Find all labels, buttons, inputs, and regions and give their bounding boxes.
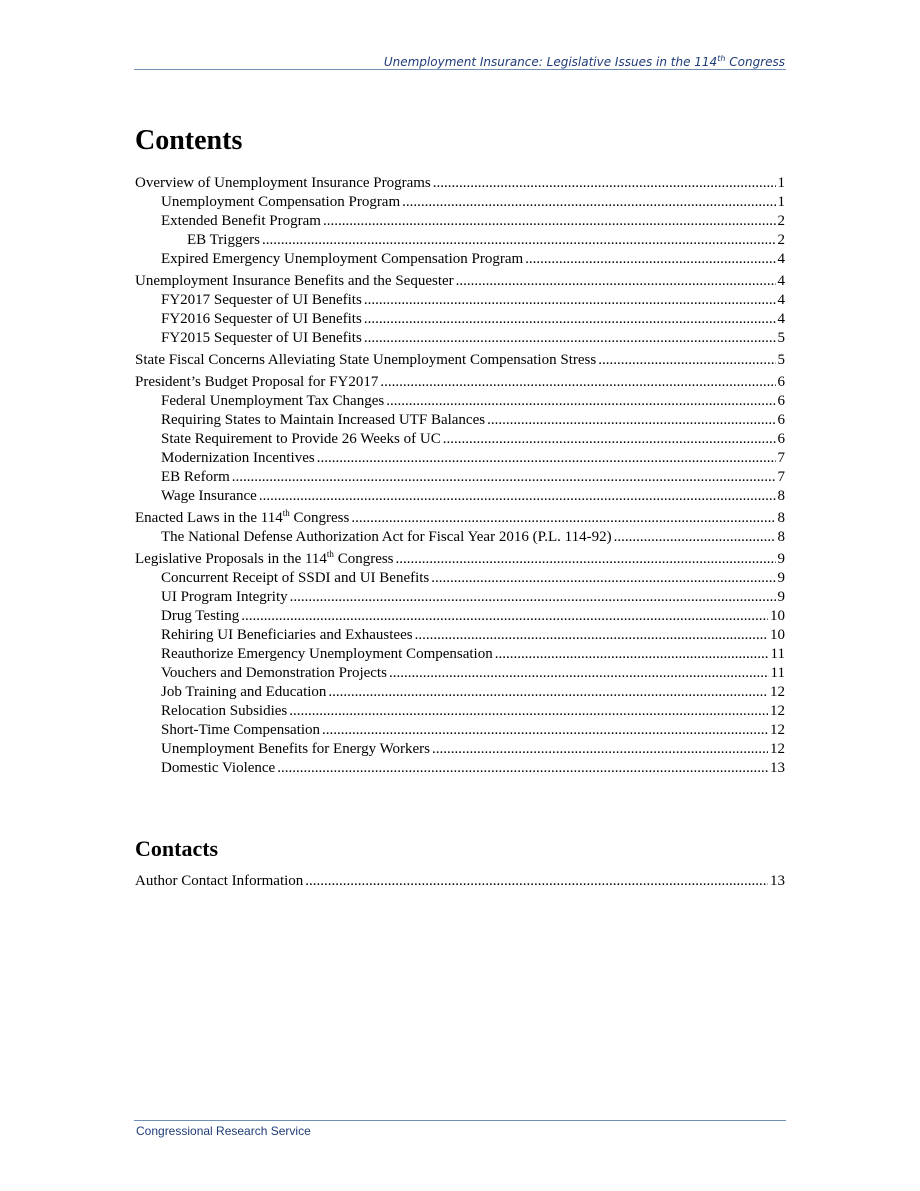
toc-page-number: 6 xyxy=(777,412,785,428)
toc-entry[interactable] xyxy=(161,468,785,487)
running-header-title: Unemployment Insurance: Legislative Issues in the 114th Congress xyxy=(383,54,785,69)
toc-entry-title: Author Contact Information xyxy=(135,873,304,889)
toc-page-number: 6 xyxy=(777,431,785,447)
page-footer xyxy=(134,1120,786,1138)
toc-page-number: 11 xyxy=(770,646,785,662)
toc-entry[interactable] xyxy=(161,430,785,449)
toc-entry[interactable] xyxy=(161,193,785,212)
toc-entry[interactable] xyxy=(161,702,785,721)
toc-entry[interactable] xyxy=(161,626,785,645)
dot-leader xyxy=(241,607,768,625)
dot-leader xyxy=(305,872,768,890)
toc-page-number: 5 xyxy=(777,330,785,346)
toc-page-number: 7 xyxy=(777,469,785,485)
toc-page-number: 9 xyxy=(777,589,785,605)
toc-entry[interactable] xyxy=(135,174,785,193)
dot-leader xyxy=(290,588,776,606)
toc-entry[interactable] xyxy=(161,607,785,626)
toc-page-number: 12 xyxy=(770,703,785,719)
toc-page-number: 13 xyxy=(770,760,785,776)
dot-leader xyxy=(289,702,768,720)
dot-leader xyxy=(351,509,775,527)
toc-entry-title: UI Program Integrity xyxy=(161,589,288,605)
dot-leader xyxy=(443,430,776,448)
toc-entry[interactable] xyxy=(161,411,785,430)
toc-entry[interactable] xyxy=(161,250,785,269)
toc-page-number: 9 xyxy=(777,570,785,586)
toc-entry[interactable] xyxy=(161,683,785,702)
toc-entry-title: Modernization Incentives xyxy=(161,450,315,466)
toc-page-number: 4 xyxy=(777,273,785,289)
toc-entry[interactable] xyxy=(161,329,785,348)
toc-entry[interactable] xyxy=(135,872,785,891)
toc-page-number: 8 xyxy=(777,488,785,504)
page-header xyxy=(134,52,786,70)
toc-entry[interactable] xyxy=(161,449,785,468)
dot-leader xyxy=(386,392,775,410)
dot-leader xyxy=(323,212,776,230)
toc-page-number: 4 xyxy=(777,311,785,327)
toc-page-number: 12 xyxy=(770,722,785,738)
toc-entry[interactable] xyxy=(161,721,785,740)
toc-entry-title: Extended Benefit Program xyxy=(161,213,321,229)
toc-entry-title: Enacted Laws in the 114th Congress xyxy=(135,508,350,526)
toc-page-number: 4 xyxy=(777,292,785,308)
dot-leader xyxy=(433,174,776,192)
toc-page-number: 1 xyxy=(777,175,785,191)
toc-entry[interactable] xyxy=(161,528,785,547)
toc-entry[interactable] xyxy=(161,588,785,607)
toc-entry[interactable] xyxy=(135,351,785,370)
toc-page-number: 2 xyxy=(777,213,785,229)
toc-entry-title: Domestic Violence xyxy=(161,760,276,776)
toc-entry-title: Unemployment Benefits for Energy Workers xyxy=(161,741,431,757)
toc-entry-title: Job Training and Education xyxy=(161,684,327,700)
toc-entry-title: Relocation Subsidies xyxy=(161,703,288,719)
toc-entry-title: FY2016 Sequester of UI Benefits xyxy=(161,311,362,327)
dot-leader xyxy=(431,569,775,587)
toc-page-number: 10 xyxy=(770,627,785,643)
dot-leader xyxy=(495,645,769,663)
dot-leader xyxy=(317,449,776,467)
toc-entry-title: Short-Time Compensation xyxy=(161,722,321,738)
toc-entry-title: President’s Budget Proposal for FY2017 xyxy=(135,374,379,390)
toc-page-number: 6 xyxy=(777,374,785,390)
dot-leader xyxy=(380,373,775,391)
toc-entry[interactable] xyxy=(135,373,785,392)
toc-entry[interactable] xyxy=(161,645,785,664)
toc-entry[interactable] xyxy=(161,392,785,411)
toc-entry[interactable] xyxy=(135,509,785,528)
toc-entry[interactable] xyxy=(161,212,785,231)
toc-entry-title: EB Triggers xyxy=(187,232,260,248)
toc-entry-title: Unemployment Compensation Program xyxy=(161,194,401,210)
toc-entry-title: State Requirement to Provide 26 Weeks of UC xyxy=(161,431,441,447)
dot-leader xyxy=(396,550,776,568)
dot-leader xyxy=(232,468,776,486)
toc-entry[interactable] xyxy=(161,740,785,759)
toc-page-number: 13 xyxy=(770,873,785,889)
dot-leader xyxy=(614,528,776,546)
dot-leader xyxy=(402,193,775,211)
toc-page-number: 12 xyxy=(770,684,785,700)
toc-entry[interactable] xyxy=(161,569,785,588)
dot-leader xyxy=(364,310,776,328)
toc-page-number: 2 xyxy=(777,232,785,248)
toc-page-number: 10 xyxy=(770,608,785,624)
toc-entry-title: Reauthorize Emergency Unemployment Compensation xyxy=(161,646,493,662)
dot-leader xyxy=(277,759,768,777)
toc-entry-title: EB Reform xyxy=(161,469,230,485)
toc-entry-title: Vouchers and Demonstration Projects xyxy=(161,665,387,681)
dot-leader xyxy=(389,664,769,682)
dot-leader xyxy=(456,272,776,290)
toc-entry-title: Drug Testing xyxy=(161,608,240,624)
toc-entry-title: FY2015 Sequester of UI Benefits xyxy=(161,330,362,346)
toc-entry-title: Legislative Proposals in the 114th Congress xyxy=(135,549,394,567)
toc-entry-title: Rehiring UI Beneficiaries and Exhaustees xyxy=(161,627,413,643)
toc-page-number: 1 xyxy=(777,194,785,210)
toc-entry-title: Expired Emergency Unemployment Compensation Program xyxy=(161,251,524,267)
toc-page-number: 5 xyxy=(777,352,785,368)
toc-page-number: 12 xyxy=(770,741,785,757)
dot-leader xyxy=(432,740,768,758)
toc-entry[interactable] xyxy=(187,231,785,250)
toc-entry[interactable] xyxy=(135,272,785,291)
dot-leader xyxy=(364,291,776,309)
toc-entry-title: Requiring States to Maintain Increased UTF Balances xyxy=(161,412,486,428)
toc-entry[interactable] xyxy=(135,550,785,569)
toc-entry-title: Wage Insurance xyxy=(161,488,257,504)
toc-entry-title: FY2017 Sequester of UI Benefits xyxy=(161,292,362,308)
dot-leader xyxy=(415,626,768,644)
contacts-heading: Contacts xyxy=(135,836,219,861)
dot-leader xyxy=(525,250,775,268)
toc-entry-title: State Fiscal Concerns Alleviating State Unemployment Compensation Stress xyxy=(135,352,597,368)
dot-leader xyxy=(598,351,775,369)
toc-page-number: 4 xyxy=(777,251,785,267)
dot-leader xyxy=(262,231,776,249)
toc-entry[interactable] xyxy=(161,759,785,778)
toc-entry-title: Unemployment Insurance Benefits and the Sequester xyxy=(135,273,454,289)
toc-entry-title: Concurrent Receipt of SSDI and UI Benefits xyxy=(161,570,430,586)
toc-entry[interactable] xyxy=(161,310,785,329)
toc-entry[interactable] xyxy=(161,291,785,310)
contents-heading: Contents xyxy=(135,125,243,156)
dot-leader xyxy=(328,683,768,701)
toc-entry[interactable] xyxy=(161,487,785,506)
toc-entry-title: Federal Unemployment Tax Changes xyxy=(161,393,385,409)
toc-page-number: 11 xyxy=(770,665,785,681)
toc-page-number: 8 xyxy=(777,510,785,526)
toc-page-number: 9 xyxy=(777,551,785,567)
toc-entry-title: The National Defense Authorization Act for Fiscal Year 2016 (P.L. 114-92) xyxy=(161,529,612,545)
toc-page-number: 6 xyxy=(777,393,785,409)
dot-leader xyxy=(487,411,775,429)
toc-entry-title: Overview of Unemployment Insurance Programs xyxy=(135,175,431,191)
dot-leader xyxy=(259,487,776,505)
toc-entry[interactable] xyxy=(161,664,785,683)
toc-page-number: 8 xyxy=(777,529,785,545)
dot-leader xyxy=(364,329,776,347)
dot-leader xyxy=(322,721,768,739)
footer-publisher: Congressional Research Service xyxy=(136,1124,311,1138)
toc-page-number: 7 xyxy=(777,450,785,466)
